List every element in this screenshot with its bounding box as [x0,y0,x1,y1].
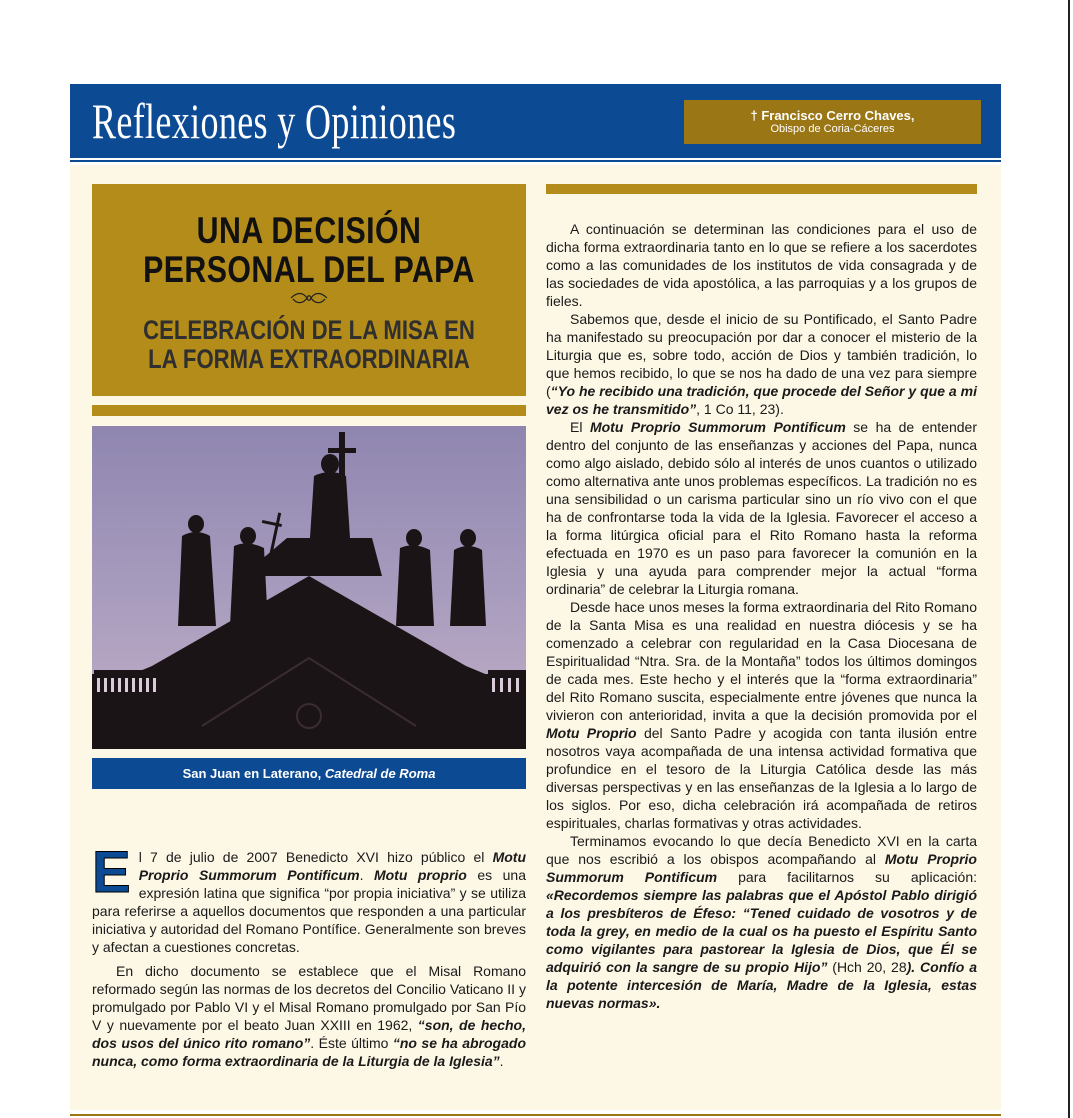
subheadline-line-1: CELEBRACIÓN DE LA MISA EN [143,315,475,345]
flourish-ornament-icon [289,291,329,305]
subheadline [131,316,487,374]
caption-italic: Catedral de Roma [324,766,436,781]
author-role: Obispo de Coria-Cáceres [770,123,895,135]
paragraph-conditions: A continuación se determinan las condiciones para el uso de dicha forma extraordinaria tanto en lo que se refiere a los sacerdotes como a las comunidades de los institutos de vida consagrada y de las sociedades de vida apostólica, a las parroquias y a los grupos de fieles. [546,221,977,309]
paragraph-diocese: Desde hace unos meses la forma extraordinaria del Rito Romano de la Santa Misa es una realidad en nuestra diócesis y se ha comenzado a celebrar con regularidad en la Casa Diocesana de Espiritualidad “Ntra. Sra. de la Montaña” todos los últimos domingos de cada mes. Este hecho y el interés que la “forma extraordinaria” del Rito Romano suscita, especialmente entre jóvenes que nunca la vivieron con anterioridad, invita a que la decisión promovida por el Motu Proprio del Santo Padre y acogida con tanta ilusión entre nosotros vaya acompañada de una intensa actividad formativa que profundice en el tesoro de la Liturgia Católica desde las más diversas perspectivas y en las enseñanzas de la Iglesia a lo largo de los siglos. Por eso, dicha celebración irá acompañada de retiros espirituales, charlas formativas y otras actividades. [546,599,977,831]
caption-place: San Juan en Laterano, [182,766,325,781]
section-title: Reflexiones y Opiniones [92,93,457,149]
banner-underline [70,160,1001,162]
author-name: † Francisco Cerro Chaves, [750,108,915,123]
headline-line-2: PERSONAL DEL PAPA [143,249,475,290]
subheadline-line-2: LA FORMA EXTRAORDINARIA [148,344,470,374]
page-edge-line [1068,0,1070,1118]
paragraph-pontificate: Sabemos que, desde el inicio de su Pontificado, el Santo Padre ha manifestado su preocupación por dar a conocer el misterio de la Liturgia que es, sobre todo, acción de Dios y también tradición, lo que hemos recibido, lo que se nos ha dado de una vez para siempre (“Yo he recibido una tradición, que procede del Señor y que a mi vez os he transmitido”, 1 Co 11, 23). [546,311,977,417]
gold-divider-right [546,184,977,194]
bottom-rule [70,1114,1001,1116]
gold-divider-left [92,405,526,416]
photo-caption [92,758,526,789]
headline-line-1: UNA DECISIÓN [196,210,422,251]
cathedral-photo [92,426,526,749]
headline [131,211,487,289]
author-box [684,100,981,144]
right-column [546,220,977,1012]
paragraph-context: El Motu Proprio Summorum Pontificum se ha de entender dentro del conjunto de las enseñanzas y acciones del Papa, nunca como algo aislado, debido sólo al interés de unos cuantos o utilizado como alternativa ante unos problemas específicos. La tradición no es una sensibilidad o un carisma particular sino un río vivo con el que ha de confrontarse toda la vida de la Iglesia. Favorecer el acceso a la forma litúrgica oficial para el Rito Romano hasta la reforma efectuada en 1970 es un paso para favorecer la comunión en la Iglesia y una ayuda para comprender mejor la actual “forma ordinaria” de celebrar la Liturgia romana. [546,419,977,597]
left-column [92,840,526,1070]
paragraph-document: En dicho documento se establece que el Misal Romano reformado según las normas de los decretos del Concilio Vaticano II y promulgado por Pablo VI y el Misal Romano promulgado por San Pío V y nuevamente por el beato Juan XXIII en 1962, “son, de hecho, dos usos del único rito romano”. Éste último “no se ha abrogado nunca, como forma extraordinaria de la Liturgia de la Iglesia”. [92,963,526,1069]
paragraph-intro: El 7 de julio de 2007 Benedicto XVI hizo público el Motu Proprio Summorum Pontificum. Motu proprio es una expresión latina que significa “por propia iniciativa” y se utiliza para referirse a aquellos documentos que responden a una particular iniciativa y autoridad del Romano Pontífice. Generalmente son breves y afectan a cuestiones concretas. [92,840,526,955]
paragraph-closing: Terminamos evocando lo que decía Benedicto XVI en la carta que nos escribió a los obispos acompañando al Motu Proprio Summorum Pontificum para facilitarnos su aplicación: «Recordemos siempre las palabras que el Apóstol Pablo dirigió a los presbíteros de Éfeso: “Tened cuidado de vosotros y de toda la grey, en medio de la cual os ha puesto el Espíritu Santo como vigilantes para pastorear la Iglesia de Dios, que Él se adquirió con la sangre de su propio Hijo” (Hch 20, 28). Confío a la potente intercesión de María, Madre de la Iglesia, estas nuevas normas». [546,833,977,1011]
headline-box [92,184,526,396]
drop-cap: E [92,840,131,905]
cathedral-silhouette-image [92,426,526,749]
